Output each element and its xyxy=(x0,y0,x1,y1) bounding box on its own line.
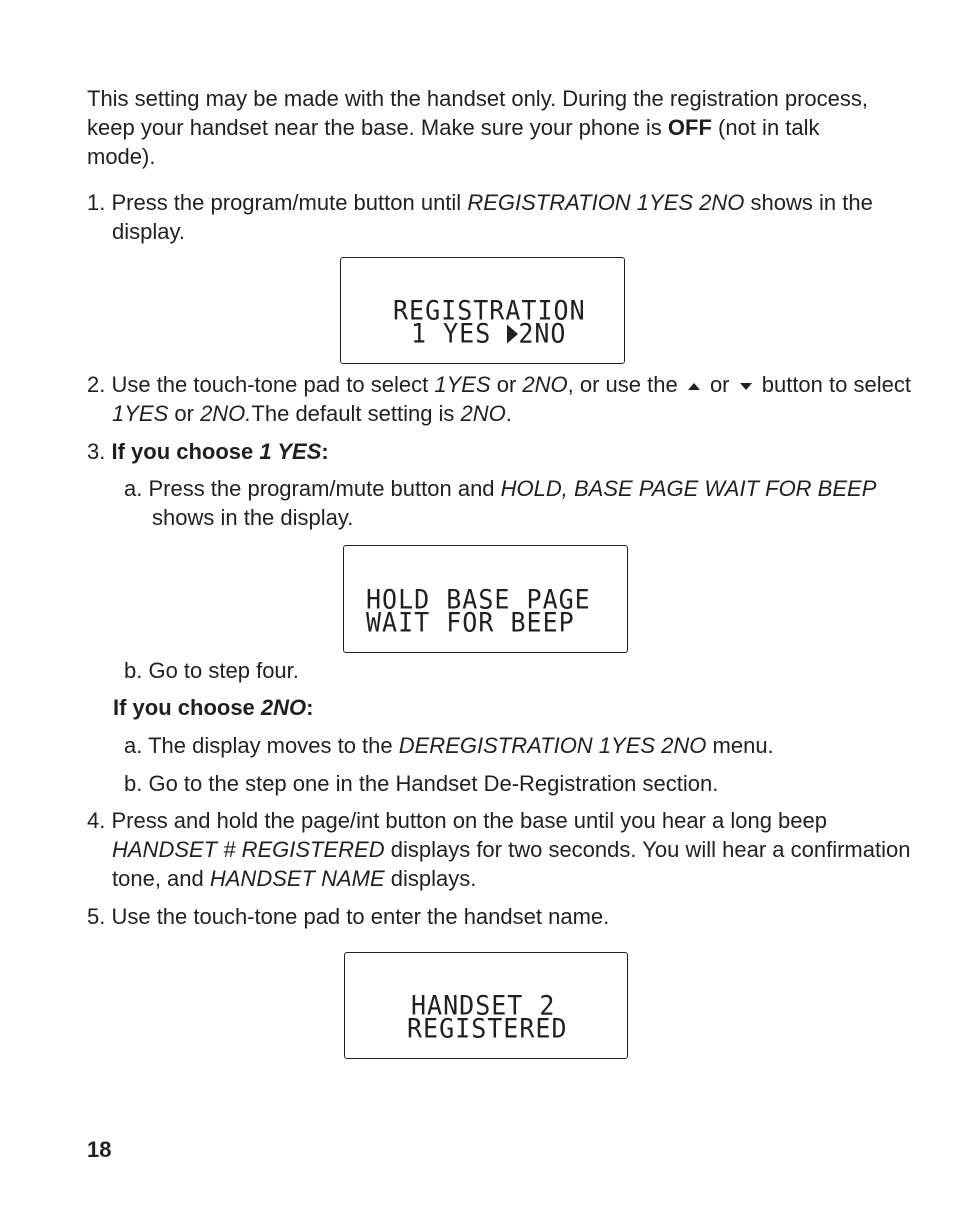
lcd-display-hold-base-page xyxy=(343,545,628,653)
lcd-line-2: REGISTERED xyxy=(407,1013,568,1044)
step-4: 4. Press and hold the page/int button on the base until you hear a long beep HANDSET # REGISTERED displays for two seconds. You will hear a confirmation tone, and HANDSET NAME displays. xyxy=(87,808,911,891)
lcd-line-1: REGISTRATION xyxy=(393,295,586,326)
lcd-line-2: 1 YES 2NO xyxy=(411,318,567,349)
lcd-display-handset-registered xyxy=(344,952,628,1059)
down-triangle-icon xyxy=(740,383,752,390)
step-no-a: a. The display moves to the DEREGISTRATION 1YES 2NO menu. xyxy=(124,733,774,758)
step-3-heading: 3. If you choose 1 YES: xyxy=(87,439,329,464)
lcd-line-1: HANDSET 2 xyxy=(411,990,556,1021)
intro-paragraph: This setting may be made with the handset only. During the registration process, keep your handset near the base. Make sure your phone is OFF (not in talk mode). xyxy=(87,86,868,169)
step-3a: a. Press the program/mute button and HOLD, BASE PAGE WAIT FOR BEEP shows in the display. xyxy=(124,476,877,530)
step-1: 1. Press the program/mute button until REGISTRATION 1YES 2NO shows in the display. xyxy=(87,190,873,244)
step-2: 2. Use the touch-tone pad to select 1YES or 2NO, or use the or button to select 1YES or 2NO.The default setting is 2NO. xyxy=(87,372,911,426)
lcd-line-2: WAIT FOR BEEP xyxy=(366,607,575,638)
step-3b: b. Go to step four. xyxy=(124,658,299,683)
step-no-b: b. Go to the step one in the Handset De-Registration section. xyxy=(124,771,719,796)
step-5: 5. Use the touch-tone pad to enter the handset name. xyxy=(87,904,610,929)
lcd-line-1: HOLD BASE PAGE xyxy=(366,584,591,615)
lcd-display-registration xyxy=(340,257,625,364)
up-triangle-icon xyxy=(688,383,700,390)
page-number: 18 xyxy=(87,1137,112,1162)
if-you-choose-2no-heading: If you choose 2NO: xyxy=(113,695,314,720)
off-emphasis: OFF xyxy=(667,115,712,140)
right-triangle-cursor-icon xyxy=(507,325,518,344)
